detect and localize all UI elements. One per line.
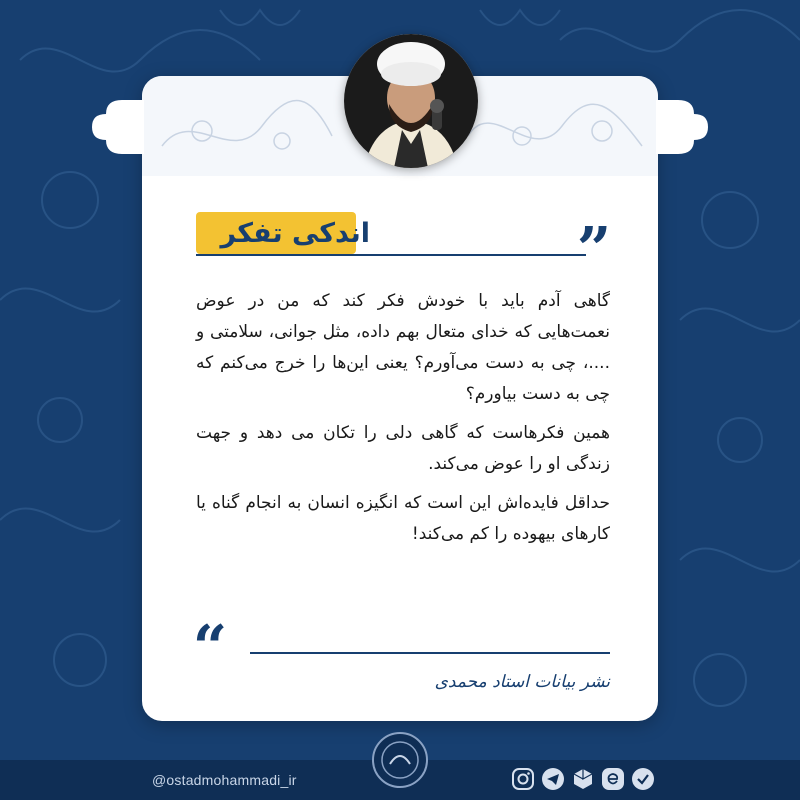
brand-seal-logo	[372, 732, 428, 788]
page-title: اندکی تفکر	[220, 218, 370, 249]
title-divider	[196, 254, 586, 256]
paragraph: حداقل فایده‌اش این است که انگیزه انسان به انجام گناه یا کارهای بیهوده را کم می‌کند!	[196, 493, 610, 544]
right-ornament-cap	[656, 100, 708, 154]
check-app-icon[interactable]	[630, 766, 656, 792]
bottom-divider	[250, 652, 610, 654]
left-ornament-cap	[92, 100, 144, 154]
social-handle[interactable]: @ostadmohammadi_ir	[152, 772, 297, 788]
telegram-icon[interactable]	[540, 766, 566, 792]
quote-body	[196, 286, 610, 558]
cube-app-icon[interactable]	[570, 766, 596, 792]
signature: نشر بیانات استاد محمدی	[434, 672, 610, 692]
instagram-icon[interactable]	[510, 766, 536, 792]
quote-close-icon: “	[192, 613, 228, 683]
speaker-photo	[344, 34, 478, 168]
paragraph: همین فکرهاست که گاهی دلی را تکان می دهد و جهت زندگی او را عوض می‌کند.	[196, 423, 610, 474]
quote-open-icon: ”	[576, 215, 612, 285]
paragraph: گاهی آدم باید با خودش فکر کند که من در عوض نعمت‌هایی که خدای متعال بهم داده، مثل جوانی، سلامتی و ....، چی به دست می‌آورم؟ یعنی این‌ها را خرج می‌کنم که چی به دست بیاورم؟	[196, 291, 610, 404]
eitaa-icon[interactable]	[600, 766, 626, 792]
